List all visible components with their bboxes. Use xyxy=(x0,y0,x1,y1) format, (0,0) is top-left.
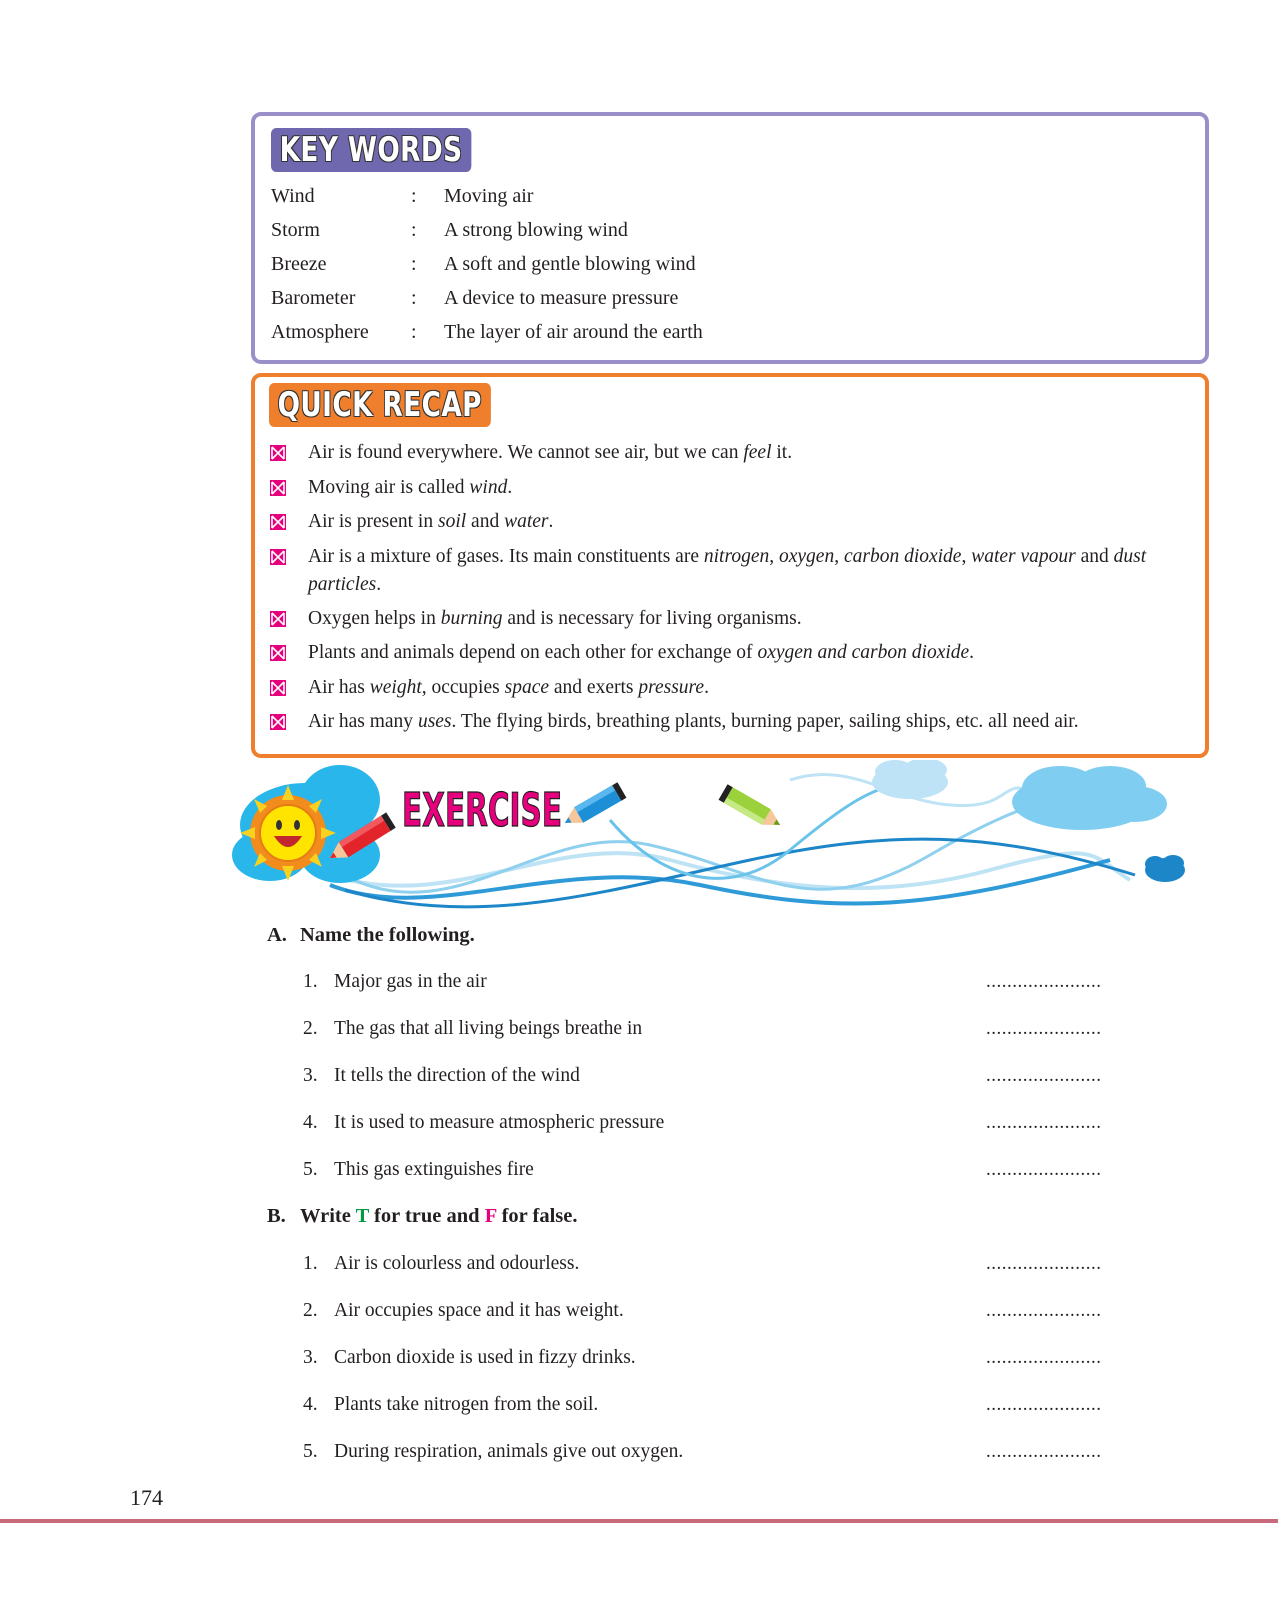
answer-blank[interactable]: ...................... xyxy=(986,1065,1102,1086)
cross-bullet-icon xyxy=(270,680,286,696)
recap-item-text: Air has many uses. The flying birds, breathing plants, burning paper, sailing ships, etc. all need air. xyxy=(308,711,1079,732)
cross-bullet-icon xyxy=(270,514,286,530)
key-word-definition: A soft and gentle blowing wind xyxy=(444,253,696,275)
page-number: 174 xyxy=(130,1485,163,1510)
recap-item-text: Air is present in soil and water. xyxy=(308,511,554,532)
cross-bullet-icon xyxy=(270,645,286,661)
section-a-title: Name the following. xyxy=(300,924,475,946)
question-number: 4. xyxy=(303,1112,318,1133)
answer-blank[interactable]: ...................... xyxy=(986,1300,1102,1321)
key-word-definition: A strong blowing wind xyxy=(444,219,628,241)
true-letter: T xyxy=(355,1205,369,1227)
question-b5 xyxy=(303,1441,683,1463)
answer-blank[interactable]: ...................... xyxy=(986,1159,1102,1180)
question-b4 xyxy=(303,1394,598,1416)
question-b3 xyxy=(303,1347,636,1369)
section-b-title-part2: for true and xyxy=(368,1205,485,1227)
green-pencil-icon xyxy=(719,784,785,833)
quick-recap-box xyxy=(251,373,1209,758)
question-number: 2. xyxy=(303,1018,318,1039)
section-b-title-part1: Write xyxy=(300,1205,356,1227)
question-a5 xyxy=(303,1159,534,1181)
cross-bullet-icon xyxy=(270,445,286,461)
section-b-letter: B. xyxy=(267,1205,286,1227)
section-a-letter: A. xyxy=(267,924,287,946)
cross-bullet-icon xyxy=(270,549,286,565)
recap-item-text: Plants and animals depend on each other for exchange of oxygen and carbon dioxide. xyxy=(308,642,975,663)
question-number: 1. xyxy=(303,971,318,992)
question-a1 xyxy=(303,971,487,993)
answer-blank[interactable]: ...................... xyxy=(986,1441,1102,1462)
question-text: This gas extinguishes fire xyxy=(334,1159,534,1180)
blue-pencil-icon xyxy=(560,782,626,831)
answer-blank[interactable]: ...................... xyxy=(986,1018,1102,1039)
question-text: Carbon dioxide is used in fizzy drinks. xyxy=(334,1347,636,1368)
key-word-colon: : xyxy=(411,219,417,241)
question-number: 4. xyxy=(303,1394,318,1415)
cross-bullet-icon xyxy=(270,714,286,730)
question-a3 xyxy=(303,1065,580,1087)
question-a4 xyxy=(303,1112,664,1134)
section-a-heading xyxy=(267,924,475,947)
key-word-colon: : xyxy=(411,185,417,207)
key-word-colon: : xyxy=(411,287,417,309)
quick-recap-heading: QUICK RECAP xyxy=(269,383,490,427)
question-number: 5. xyxy=(303,1441,318,1462)
key-word-term: Barometer xyxy=(271,287,356,309)
answer-blank[interactable]: ...................... xyxy=(986,1112,1102,1133)
smiling-sun-icon xyxy=(240,785,336,881)
question-b1 xyxy=(303,1253,579,1275)
key-word-term: Breeze xyxy=(271,253,327,275)
false-letter: F xyxy=(484,1205,497,1227)
recap-item-text: Air is found everywhere. We cannot see air, but we can feel it. xyxy=(308,442,793,463)
key-word-definition: The layer of air around the earth xyxy=(444,321,703,343)
exercise-title: EXERCISE xyxy=(402,783,562,837)
question-text: During respiration, animals give out oxygen. xyxy=(334,1441,684,1462)
question-b2 xyxy=(303,1300,624,1322)
question-a2 xyxy=(303,1018,642,1040)
footer-divider xyxy=(0,1519,1278,1523)
key-word-term: Atmosphere xyxy=(271,321,369,343)
answer-blank[interactable]: ...................... xyxy=(986,1253,1102,1274)
section-b-title-part3: for false. xyxy=(496,1205,578,1227)
question-text: Major gas in the air xyxy=(334,971,487,992)
key-words-box xyxy=(251,112,1209,364)
section-b-heading xyxy=(267,1205,578,1228)
key-word-definition: A device to measure pressure xyxy=(444,287,679,309)
key-words-heading: KEY WORDS xyxy=(271,128,471,172)
cross-bullet-icon xyxy=(270,480,286,496)
key-word-colon: : xyxy=(411,321,417,343)
question-number: 1. xyxy=(303,1253,318,1274)
key-word-definition: Moving air xyxy=(444,185,534,207)
cross-bullet-icon xyxy=(270,611,286,627)
answer-blank[interactable]: ...................... xyxy=(986,1394,1102,1415)
key-word-term: Storm xyxy=(271,219,320,241)
question-number: 2. xyxy=(303,1300,318,1321)
answer-blank[interactable]: ...................... xyxy=(986,1347,1102,1368)
recap-item-text: Air is a mixture of gases. Its main constituents are nitrogen, oxygen, carbon dioxide, water vapour and dust particles. xyxy=(308,546,1147,595)
question-text: The gas that all living beings breathe in xyxy=(334,1018,643,1039)
recap-item-text: Air has weight, occupies space and exerts pressure. xyxy=(308,677,709,698)
question-text: It is used to measure atmospheric pressure xyxy=(334,1112,665,1133)
question-text: Air is colourless and odourless. xyxy=(334,1253,580,1274)
question-number: 3. xyxy=(303,1065,318,1086)
question-text: It tells the direction of the wind xyxy=(334,1065,580,1086)
question-number: 3. xyxy=(303,1347,318,1368)
exercise-banner xyxy=(230,760,1210,920)
recap-item-text: Oxygen helps in burning and is necessary for living organisms. xyxy=(308,608,802,629)
key-word-colon: : xyxy=(411,253,417,275)
key-word-term: Wind xyxy=(271,185,315,207)
tiny-cloud-icon xyxy=(1145,855,1185,882)
question-text: Plants take nitrogen from the soil. xyxy=(334,1394,599,1415)
small-cloud-icon xyxy=(872,760,948,799)
recap-item-text: Moving air is called wind. xyxy=(308,477,513,498)
answer-blank[interactable]: ...................... xyxy=(986,971,1102,992)
question-text: Air occupies space and it has weight. xyxy=(334,1300,624,1321)
right-cloud-icon xyxy=(1012,766,1167,830)
question-number: 5. xyxy=(303,1159,318,1180)
